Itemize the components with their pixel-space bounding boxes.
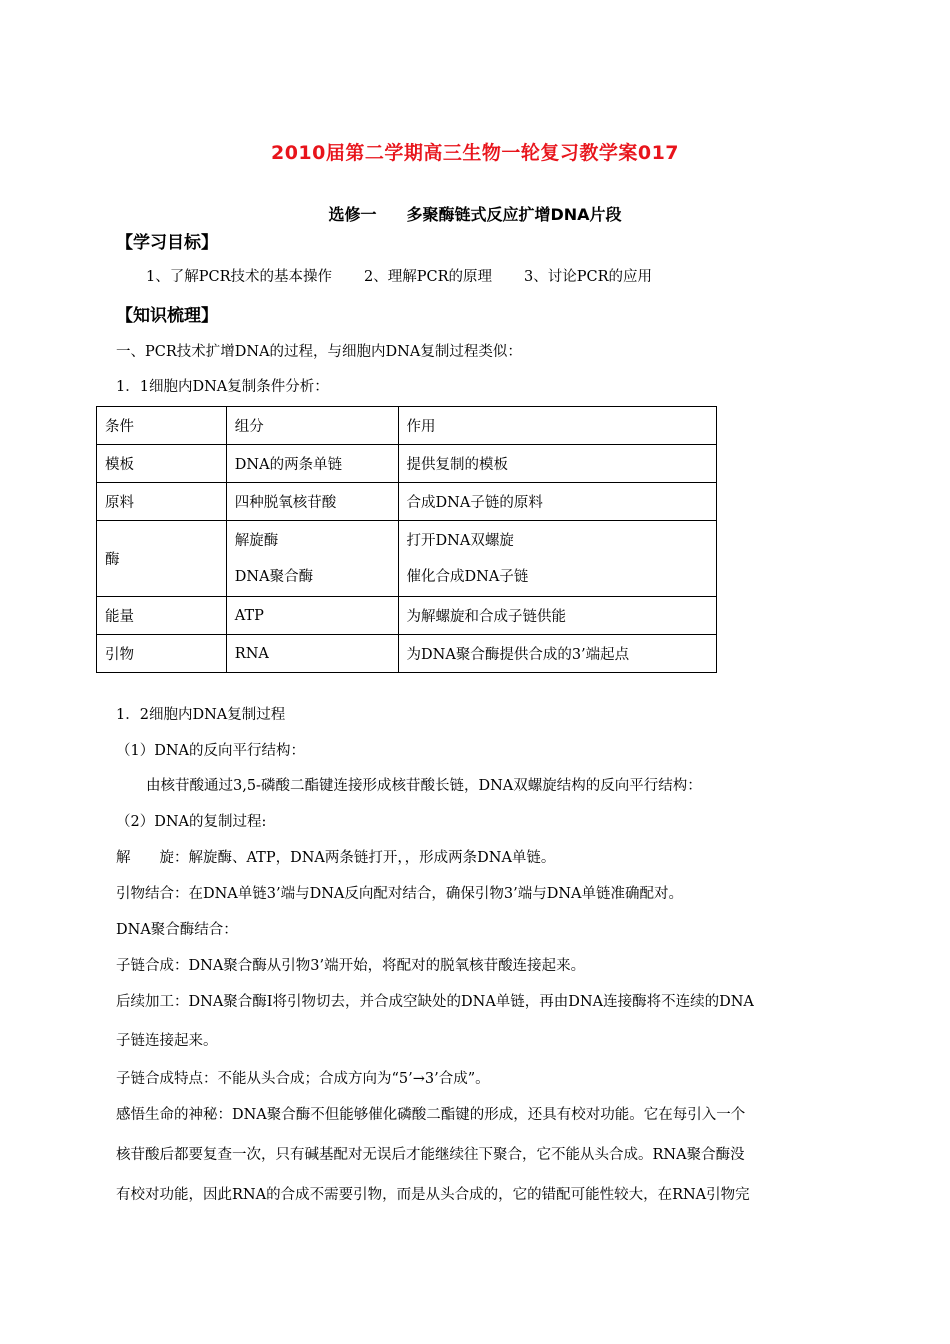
primer-binding-text: 引物结合：在DNA单链3’端与DNA反向配对结合，确保引物3’端与DNA单链准确配对。 <box>116 886 684 902</box>
replication-conditions-table <box>96 406 717 673</box>
wonder-line-2: 核苷酸后都要复查一次，只有碱基配对无误后才能继续往下聚合，它不能从头合成。RNA聚合酶没 <box>116 1147 745 1163</box>
subsection-1-2-heading: 1．2细胞内DNA复制过程 <box>116 707 286 723</box>
table-row <box>97 521 717 597</box>
objectives-heading: 【学习目标】 <box>116 233 218 253</box>
table-cell-line: DNA聚合酶 <box>234 568 314 585</box>
table-cell-line: 解旋酶 <box>234 532 279 549</box>
polymerase-binding-text: DNA聚合酶结合： <box>116 922 238 938</box>
knowledge-heading: 【知识梳理】 <box>116 306 218 326</box>
section-one-heading: 一、PCR技术扩增DNA的过程，与细胞内DNA复制过程类似： <box>116 344 522 360</box>
unwinding-text: 解 旋：解旋酶、ATP，DNA两条链打开，，形成两条DNA单链。 <box>116 850 556 866</box>
table-cell <box>226 521 398 597</box>
table-cell: 能量 <box>97 597 227 635</box>
table-cell: 四种脱氧核苷酸 <box>226 483 398 521</box>
table-cell: 模板 <box>97 445 227 483</box>
table-cell: 酶 <box>97 521 227 597</box>
objective-item: 3、讨论PCR的应用 <box>524 269 652 285</box>
table-header-cell: 条件 <box>97 407 227 445</box>
table-cell: 提供复制的模板 <box>398 445 716 483</box>
table-cell: 合成DNA子链的原料 <box>398 483 716 521</box>
subtitle-module: 选修一 <box>328 205 377 224</box>
post-processing-line-2: 子链连接起来。 <box>116 1033 218 1049</box>
strand-synthesis-text: 子链合成：DNA聚合酶从引物3’端开始，将配对的脱氧核苷酸连接起来。 <box>116 958 586 974</box>
synthesis-features-text: 子链合成特点：不能从头合成；合成方向为“5’→3’合成”。 <box>116 1071 490 1087</box>
subsection-1-1-heading: 1．1细胞内DNA复制条件分析： <box>116 379 329 395</box>
table-cell: RNA <box>226 635 398 673</box>
table-header-cell: 作用 <box>398 407 716 445</box>
table-header-row <box>97 407 717 445</box>
table-cell-line: 催化合成DNA子链 <box>406 568 529 585</box>
replication-process-heading: （2）DNA的复制过程: <box>116 814 267 830</box>
document-subtitle <box>0 202 950 225</box>
table-cell: 为DNA聚合酶提供合成的3’端起点 <box>398 635 716 673</box>
objectives-list <box>146 265 684 286</box>
table-cell: 引物 <box>97 635 227 673</box>
objective-item: 2、理解PCR的原理 <box>364 269 492 285</box>
wonder-line-1: 感悟生命的神秘：DNA聚合酶不但能够催化磷酸二酯键的形成，还具有校对功能。它在每引入一个 <box>116 1107 746 1123</box>
antiparallel-heading: （1）DNA的反向平行结构： <box>116 743 306 759</box>
table-cell: 为解螺旋和合成子链供能 <box>398 597 716 635</box>
table-cell: DNA的两条单链 <box>226 445 398 483</box>
document-title: 2010届第二学期高三生物一轮复习教学案017 <box>270 142 680 164</box>
post-processing-line-1: 后续加工：DNA聚合酶Ⅰ将引物切去，并合成空缺处的DNA单链，再由DNA连接酶将不连续的DNA <box>116 994 754 1010</box>
table-cell <box>398 521 716 597</box>
objective-item: 1、了解PCR技术的基本操作 <box>146 269 332 285</box>
table-cell: 原料 <box>97 483 227 521</box>
table-row <box>97 635 717 673</box>
table-row <box>97 597 717 635</box>
subtitle-topic: 多聚酶链式反应扩增DNA片段 <box>406 205 622 224</box>
table-cell-line: 打开DNA双螺旋 <box>406 532 514 549</box>
table-row <box>97 445 717 483</box>
wonder-line-3: 有校对功能，因此RNA的合成不需要引物，而是从头合成的，它的错配可能性较大，在RNA引物完 <box>116 1187 750 1203</box>
table-header-cell: 组分 <box>226 407 398 445</box>
table-row <box>97 483 717 521</box>
antiparallel-text: 由核苷酸通过3,5-磷酸二酯键连接形成核苷酸长链，DNA双螺旋结构的反向平行结构： <box>146 778 702 794</box>
table-cell: ATP <box>226 597 398 635</box>
